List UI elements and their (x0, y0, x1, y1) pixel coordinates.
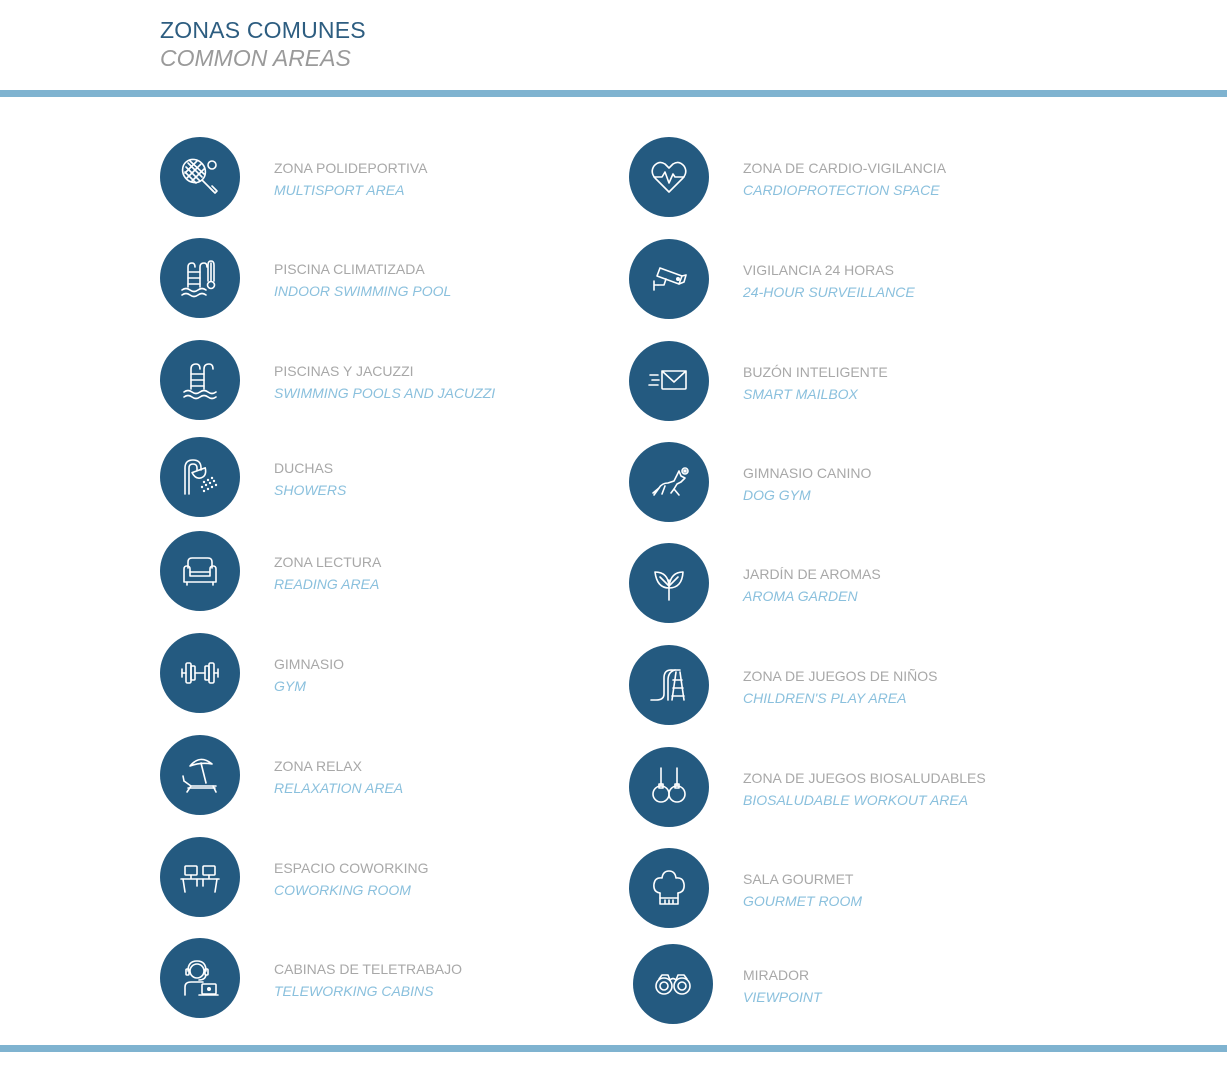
amenity-label-es: BUZÓN INTELIGENTE (743, 364, 888, 380)
amenity-label-en: CHILDREN'S PLAY AREA (743, 690, 907, 706)
amenity-label-es: GIMNASIO CANINO (743, 465, 872, 481)
amenity-label-en: AROMA GARDEN (743, 588, 858, 604)
heart-pulse-icon (629, 137, 709, 217)
amenity-label-es: PISCINA CLIMATIZADA (274, 261, 425, 277)
amenity-label-en: GOURMET ROOM (743, 893, 862, 909)
amenity-cardioprotection (629, 137, 1089, 219)
amenity-gourmet-room (629, 848, 1089, 930)
amenity-pools-jacuzzi (160, 340, 620, 422)
headset-worker-icon (160, 938, 240, 1018)
amenity-label-en: SMART MAILBOX (743, 386, 858, 402)
amenity-gym (160, 633, 620, 715)
amenity-label-en: GYM (274, 678, 306, 694)
amenity-indoor-pool (160, 238, 620, 320)
coworking-desk-icon (160, 837, 240, 917)
amenity-label-es: ZONA LECTURA (274, 554, 382, 570)
amenity-coworking (160, 837, 620, 919)
amenity-label-en: VIEWPOINT (743, 989, 822, 1005)
amenity-aroma-garden (629, 543, 1089, 625)
amenity-children-play (629, 645, 1089, 727)
amenity-dog-gym (629, 442, 1089, 524)
amenity-biosaludable (629, 747, 1089, 829)
amenity-label-es: ESPACIO COWORKING (274, 860, 429, 876)
amenity-label-es: CABINAS DE TELETRABAJO (274, 961, 463, 977)
amenity-label-es: ZONA DE JUEGOS DE NIÑOS (743, 668, 938, 684)
page-subtitle: COMMON AREAS (160, 45, 351, 71)
amenity-label-es: PISCINAS Y JACUZZI (274, 363, 414, 379)
amenity-label-en: SWIMMING POOLS AND JACUZZI (274, 385, 496, 401)
amenity-label-en: READING AREA (274, 576, 380, 592)
amenity-multisport (160, 137, 620, 219)
page-header (160, 16, 366, 72)
amenity-label-es: VIGILANCIA 24 HORAS (743, 262, 894, 278)
security-camera-icon (629, 239, 709, 319)
amenity-label-en: DOG GYM (743, 487, 811, 503)
amenity-label-en: TELEWORKING CABINS (274, 983, 434, 999)
amenity-reading (160, 531, 620, 613)
amenity-label-es: ZONA POLIDEPORTIVA (274, 160, 428, 176)
page-title: ZONAS COMUNES (160, 17, 366, 43)
amenity-label-en: MULTISPORT AREA (274, 182, 405, 198)
amenity-label-en: SHOWERS (274, 482, 347, 498)
amenity-label-es: MIRADOR (743, 967, 810, 983)
amenity-label-en: RELAXATION AREA (274, 780, 404, 796)
shower-icon (160, 437, 240, 517)
sprout-icon (629, 543, 709, 623)
heated-pool-icon (160, 238, 240, 318)
amenity-label-en: COWORKING ROOM (274, 882, 411, 898)
amenity-label-en: 24-HOUR SURVEILLANCE (743, 284, 915, 300)
sunbed-umbrella-icon (160, 735, 240, 815)
amenity-label-en: BIOSALUDABLE WORKOUT AREA (743, 792, 969, 808)
amenity-label-es: ZONA RELAX (274, 758, 362, 774)
bottom-divider (0, 1045, 1227, 1052)
amenity-relax (160, 735, 620, 817)
amenity-label-es: ZONA DE JUEGOS BIOSALUDABLES (743, 770, 986, 786)
amenity-teleworking (160, 938, 620, 1020)
dumbbell-icon (160, 633, 240, 713)
tennis-racket-icon (160, 137, 240, 217)
chef-hat-icon (629, 848, 709, 928)
armchair-icon (160, 531, 240, 611)
amenity-smart-mailbox (629, 341, 1089, 423)
pool-ladder-icon (160, 340, 240, 420)
amenity-label-es: GIMNASIO (274, 656, 345, 672)
amenity-label-es: ZONA DE CARDIO-VIGILANCIA (743, 160, 947, 176)
amenity-label-es: DUCHAS (274, 460, 334, 476)
amenity-label-es: JARDÍN DE AROMAS (743, 566, 881, 582)
binoculars-icon (633, 944, 713, 1024)
amenity-showers (160, 437, 620, 519)
amenity-viewpoint (633, 944, 1093, 1026)
dog-jump-icon (629, 442, 709, 522)
slide-icon (629, 645, 709, 725)
top-divider (0, 90, 1227, 97)
amenity-label-en: CARDIOPROTECTION SPACE (743, 182, 940, 198)
envelope-icon (629, 341, 709, 421)
amenity-label-es: SALA GOURMET (743, 871, 854, 887)
amenity-label-en: INDOOR SWIMMING POOL (274, 283, 452, 299)
amenity-surveillance (629, 239, 1089, 321)
gym-rings-icon (629, 747, 709, 827)
